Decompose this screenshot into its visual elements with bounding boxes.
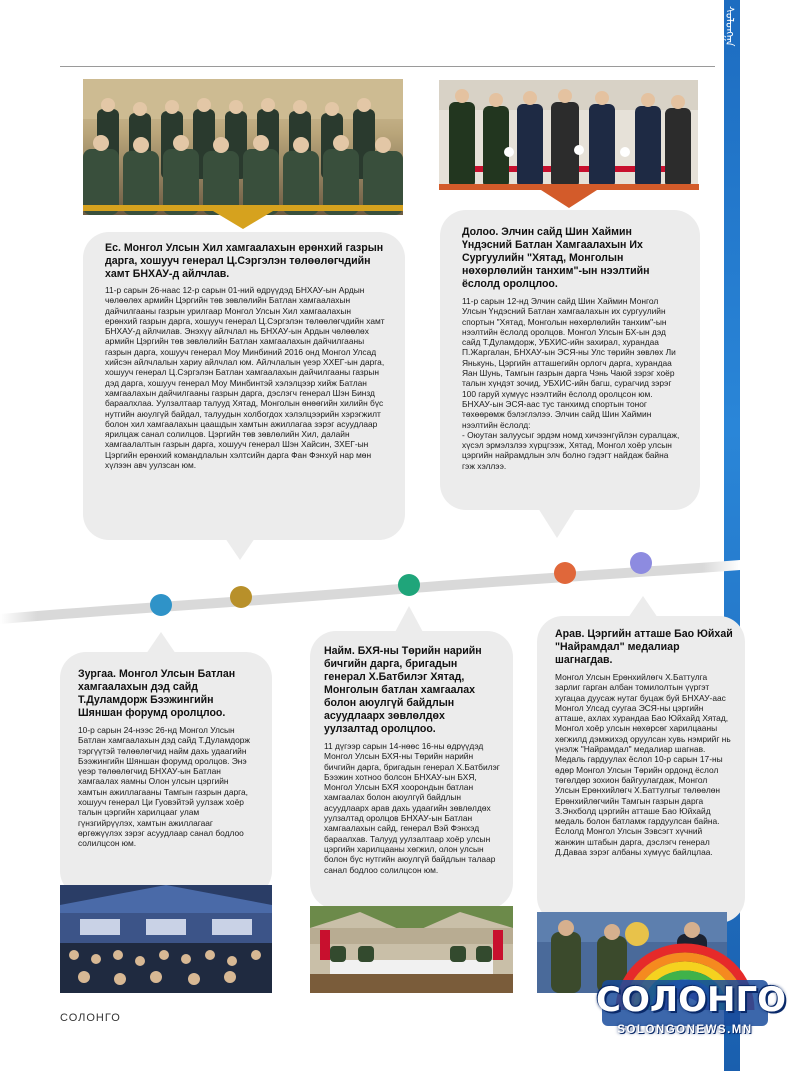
card-body: 10-р сарын 24-нээс 26-нд Монгол Улсын Батлан хамгаалахын дэд сайд Т.Дуламдорж тэргүүтэй төлөөлөгчид найм дахь удаагийн Бээжингийн Шяншан форумд оролцов. Энэ үеэр төлөөлөгчид БНХАУ-ын Батлан хамгаалах яамны Олон улсын цэргийн хамтын ажиллагааны Тамгын газрын дарга, хошууч генерал Ци Гуовэйтэй уулзаж хоёр талын цэргийн харилцааг улам гүнзгийрүүлэх, хамтын ажиллагааг өргөжүүлэх зэрэг асуудлаар санал бодлоо солилцсон юм. [78,725,251,849]
news-card-seven [440,210,700,510]
photo-ribbon-ceremony [439,80,698,188]
photo-frame-accent [83,205,403,231]
card-body: Монгол Улсын Ерөнхийлөгч Х.Баттулга зарлиг гарган албан томилолтын үүргэт хугацаа дуусаж нутаг буцаж буй БНХАУ-аас Монгол Улсад суугаа ЭСЯ-ны цэргийн атташе, ахлах хурандаа Бао Юйхайд Хятад, Монгол хоёр улсын нөхөрсөг харилцааны хөгжилд дэмжихэд оруулсан хувь нэмрийг нь үнэлж "Найрамдал" медалиар шагнав. Медаль гардуулах ёслол 10-р сарын 17-ны өдөр Монгол Улсын Төрийн ордонд ёслол төгөлдөр зохион байгуулагдаж, Монгол Улсын Ерөнхийлөгч Х.Баттулгыг төлөөлөн Ерөнхийлөгчийн Тамгын газрын дарга З.Энхболд цэргийн атташе Бао Юйхайд медаль болон батламж гардуулсан байна. Ёслолд Монгол Улсын Зэвсэгт хүчний жанжин штабын дарга, дэслэгч генерал Д.Даваа зэрэг албаны хүмүүс байлцлаа. [555,672,731,858]
photo-meeting-room [310,906,513,993]
photo-frame-accent [439,184,699,210]
news-card-six [60,652,272,897]
card-title: Арав. Цэргийн атташе Бао Юйхай "Найрамдал" медалиар шагнагдав. [555,628,733,666]
card-pointer [628,594,658,618]
timeline-dot-ten [630,552,652,574]
logo-url: SOLONGONEWS.MN [617,1024,753,1036]
card-pointer [146,630,176,654]
top-rule [60,66,715,67]
photo-delegation-group [83,79,403,215]
solongo-logo [596,930,787,1060]
footer-publication-name: СОЛОНГО [60,1012,121,1024]
card-body: 11 дүгээр сарын 14-нөөс 16-ны өдрүүдэд Монгол Улсын БХЯ-ны Төрийн нарийн бичгийн дарга, бригадын генерал Х.Батбилэг Бээжин хотноо болсон БНХАУ-ын БХЯ, Монгол Улсын БХЯ хоорондын батлан хамгаалах болон аюулгүй байдлын асуудлаарх арав дахь удаагийн зөвлөлдөх уулзалтад оролцов БНХАУ-ын Батлан хамгаалахын сайд, генерал Вэй Фэнхэд бараалхав. Талууд уулзалтаар хоёр улсын цэргийн харилцааны хөгжил, олон улсын болон бүс нутгийн аюулгүй байдлын талаар санал бодлоо солилцсон юм. [324,741,500,875]
timeline-dot-seven [554,562,576,584]
news-card-eight [310,631,513,909]
card-pointer [538,508,576,540]
photo-forum-hall [60,885,272,993]
card-body: 11-р сарын 12-нд Элчин сайд Шин Хаймин Монгол Улсын Үндэсний Батлан хамгаалахын их сургуулийн спортын "Хятад, Монголын нөхөрлөлийн танхим"-ын нээлтийн ёслолд оролцов. Монгол Улсын БХ-ын дэд сайд Т.Дуламдорж, УБХИС-ийн захирал, хурандаа П.Жаргалан, БНХАУ-ын ЭСЯ-ны Улс төрийн зөвлөх Ли Янькунь, Цэргийн атташегийн орлогч дарга, хурандаа Яан Шунь, Тамгын газрын дарга Чэнь Чаюй зэрэг хоёр талын хүндэт зочид, УБХИС-ийн багш, сурагчид зэрэг 100 гаруй хүмүүс нээлтийн ёслолд оролцсон юм. БНХАУ-ын ЭСЯ-аас тус танхимд спортын тоног төхөөрөмж бэлэглэлээ. Элчин сайд Шин Хаймин нээлтийн ёслолд: - Оюутан залуусыг эрдэм номд хичээнгүйлэн суралцаж, хүсэл эрмэлзлээ хүрцгээж, Хятад, Монгол хоёр улсын цэргийн найрамдлын элч болно гэдэгт найдаж байна гэж хэллээ. [462,296,680,471]
card-title: Долоо. Элчин сайд Шин Хаймин Үндэсний Батлан Хамгаалахын Их Сургуулийн "Хятад, Монголын нөхөрлөлийн танхим"-ын нээлтийн ёслолд оролцлоо. [462,226,650,290]
side-tab-label: ᠰᠣᠯᠣᠩᠭᠠ [723,6,736,47]
timeline-dot-eight [398,574,420,596]
card-title: Ес. Монгол Улсын Хил хамгаалахын ерөнхий газрын дарга, хошууч генерал Ц.Сэргэлэн төлөөлөгчдийн хамт БНХАУ-д айлчлав. [105,242,384,280]
news-card-nine [83,232,405,540]
timeline-dot-six [150,594,172,616]
card-title: Зургаа. Монгол Улсын Батлан хамгаалахын дэд сайд Т.Дуламдорж Бээжингийн Шяншан форумд оролцлоо. [78,668,236,719]
timeline-dot-nine [230,586,252,608]
card-pointer [394,604,424,634]
card-body: 11-р сарын 26-наас 12-р сарын 01-ний өдрүүдэд БНХАУ-ын Ардын чөлөөлөх армийн Цэргийн төв зөвлөлийн Батлан хамгаалахын дайчилгааны газрын урилгаар Монгол Улсын Хил хамгаалахын ерөнхий газрын дарга, хошууч генерал Ц.Сэргэлэн төлөөлөгчдийн хамт БНХАУ-д айлчилав. Энэхүү айлчлал нь БНХАУ-ын Ардын чөлөөлөх армийн Цэргийн төв зөвлөлийн Батлан хамгаалахын дайчилгааны газрын дарга, хошууч генерал Моу Минбиний 2016 онд Монгол Улсад хийсэн айлчлалын хариу айлчлал юм. Айлчлалын үеэр ХХЕГ-ын дарга, хошууч генерал Ц.Сэргэлэн Батлан хамгаалахын дайчилгааны газрын дэд дарга, хошууч генерал Моу Минбинтэй хэлэлцээр хийж Батлан хамгаалахын дайчилгааны газрын дарга, дэслэгч генерал Шэн Бинзд бараалхлаа. Уулзалтаар талууд Хятад, Монголын өнөөгийн хилийн бүс нутгийн аюулгүй байдал, талуудын холбогдох хэлэлцээрийн хэрэгжилт болон хил хамгаалахын цаашдын хамтын ажиллагаа зэрэг асуудлаар ярилцаж санал солилцов. Цэргийн төв зөвлөлийн Хил, далайн хамгаалалтын газрын дарга, хошууч генерал Шэн Хайсин, ЗХЕГ-ын Цэргийн ерөнхий командлалын хэлтсийн дарга Фан Фэнхуй нар мөн хүлээн авч уулзсан юм. [105,285,385,471]
logo-word: СОЛОНГО [596,980,787,1020]
news-card-ten [537,616,745,923]
card-title: Найм. БХЯ-ны Төрийн нарийн бичгийн дарга, бригадын генерал Х.Батбилэг Хятад, Монголын батлан хамгаалах болон аюулгүй байдлын асуудлаарх зөвлөлдөх уулзалтад оролцлоо. [324,645,482,735]
